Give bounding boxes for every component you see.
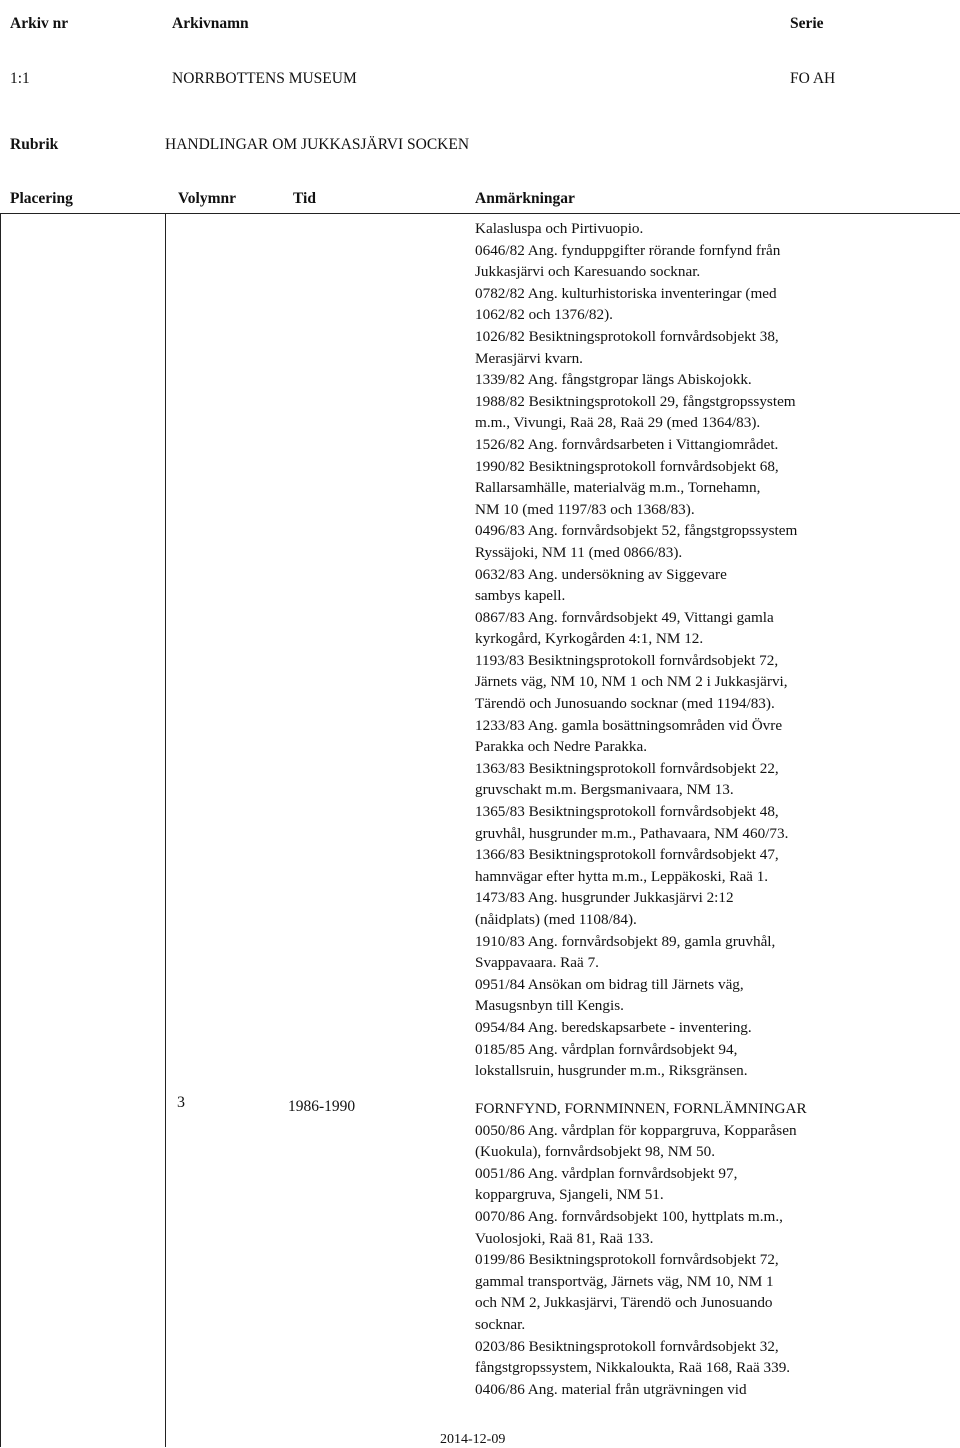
note-line: 0203/86 Besiktningsprotokoll fornvårdsobjekt 32, (475, 1337, 779, 1355)
volume-period: 1986-1990 (288, 1098, 356, 1115)
note-line: 0646/82 Ang. fynduppgifter rörande fornfynd från (475, 241, 781, 259)
placering-column-divider (165, 213, 166, 1447)
note-line: 1526/82 Ang. fornvårdsarbeten i Vittangiområdet. (475, 435, 779, 453)
note-line: Järnets väg, NM 10, NM 1 och NM 2 i Jukkasjärvi, (475, 673, 788, 691)
note-line: 1990/82 Besiktningsprotokoll fornvårdsobjekt 68, (475, 457, 779, 475)
table-header-rule (0, 213, 960, 214)
note-line: 0782/82 Ang. kulturhistoriska inventeringar (med (475, 284, 777, 302)
note-line: 1366/83 Besiktningsprotokoll fornvårdsobjekt 47, (475, 846, 779, 864)
note-line: 0050/86 Ang. vårdplan för koppargruva, Kopparåsen (475, 1121, 797, 1139)
column-placering: Placering (10, 190, 73, 207)
arkivnamn-label: Arkivnamn (172, 15, 249, 32)
note-line: 1365/83 Besiktningsprotokoll fornvårdsobjekt 48, (475, 803, 779, 821)
note-line: Vuolosjoki, Raä 81, Raä 133. (475, 1229, 654, 1247)
note-line: hamnvägar efter hytta m.m., Leppäkoski, Raä 1. (475, 867, 769, 885)
note-line: 0954/84 Ang. beredskapsarbete - inventering. (475, 1018, 752, 1036)
arkiv-nr-label: Arkiv nr (10, 15, 69, 32)
note-line: 1233/83 Ang. gamla bosättningsområden vid Övre (475, 716, 783, 734)
note-line: 0185/85 Ang. vårdplan fornvårdsobjekt 94, (475, 1040, 738, 1058)
note-line: 0632/83 Ang. undersökning av Siggevare (475, 565, 727, 583)
note-line: 0051/86 Ang. vårdplan fornvårdsobjekt 97, (475, 1164, 738, 1182)
note-line: 1473/83 Ang. husgrunder Jukkasjärvi 2:12 (475, 889, 734, 907)
note-line: 0199/86 Besiktningsprotokoll fornvårdsobjekt 72, (475, 1251, 779, 1269)
note-line: 0951/84 Ansökan om bidrag till Järnets väg, (475, 975, 744, 993)
note-line: gammal transportväg, Järnets väg, NM 10, NM 1 (475, 1272, 774, 1290)
note-line: gruvhål, husgrunder m.m., Pathavaara, NM 460/73. (475, 824, 789, 842)
note-line: 0496/83 Ang. fornvårdsobjekt 52, fångstgropssystem (475, 522, 798, 540)
note-line: (nåidplats) (med 1108/84). (475, 911, 637, 928)
column-volymnr: Volymnr (178, 190, 236, 207)
rubrik-value: HANDLINGAR OM JUKKASJÄRVI SOCKEN (165, 136, 470, 153)
arkiv-nr-value: 1:1 (10, 70, 30, 87)
volume-notes-list (475, 1098, 945, 1400)
volume-number: 3 (177, 1094, 185, 1111)
note-line: 1988/82 Besiktningsprotokoll 29, fångstgropssystem (475, 392, 796, 410)
note-line: Merasjärvi kvarn. (475, 349, 583, 367)
note-line: gruvschakt m.m. Bergsmanivaara, NM 13. (475, 781, 734, 799)
note-line: fångstgropssystem, Nikkaloukta, Raä 168, Raä 339. (475, 1359, 791, 1377)
note-line: lokstallsruin, husgrunder m.m., Riksgränsen. (475, 1062, 748, 1080)
note-line: Ryssäjoki, NM 11 (med 0866/83). (475, 543, 683, 561)
note-line: 0867/83 Ang. fornvårdsobjekt 49, Vittangi gamla (475, 608, 774, 626)
serie-label: Serie (790, 15, 824, 32)
note-line: socknar. (475, 1315, 526, 1333)
note-line: Svappavaara. Raä 7. (475, 954, 599, 972)
column-tid: Tid (293, 190, 316, 207)
note-line: 1910/83 Ang. fornvårdsobjekt 89, gamla gruvhål, (475, 932, 776, 950)
footer-date: 2014-12-09 (440, 1432, 506, 1447)
note-line: m.m., Vivungi, Raä 28, Raä 29 (med 1364/83). (475, 414, 761, 432)
notes-continued-list (475, 218, 945, 1082)
note-line: 1062/82 och 1376/82). (475, 306, 613, 324)
serie-value: FO AH (790, 70, 836, 87)
note-line: 0070/86 Ang. fornvårdsobjekt 100, hyttplats m.m., (475, 1207, 783, 1225)
note-line: 1026/82 Besiktningsprotokoll fornvårdsobjekt 38, (475, 327, 779, 345)
note-line: Parakka och Nedre Parakka. (475, 738, 648, 756)
note-line: kyrkogård, Kyrkogården 4:1, NM 12. (475, 630, 704, 648)
note-line: 1193/83 Besiktningsprotokoll fornvårdsobjekt 72, (475, 651, 779, 669)
note-line: 1363/83 Besiktningsprotokoll fornvårdsobjekt 22, (475, 759, 779, 777)
note-line: NM 10 (med 1197/83 och 1368/83). (475, 500, 695, 518)
note-line: FORNFYND, FORNMINNEN, FORNLÄMNINGAR (475, 1100, 807, 1117)
note-line: Jukkasjärvi och Karesuando socknar. (475, 263, 701, 281)
note-line: koppargruva, Sjangeli, NM 51. (475, 1186, 664, 1204)
note-line: sambys kapell. (475, 587, 566, 605)
note-line: Tärendö och Junosuando socknar (med 1194/83). (475, 695, 775, 713)
arkivnamn-value: NORRBOTTENS MUSEUM (172, 70, 357, 87)
rubrik-label: Rubrik (10, 136, 59, 153)
note-line: (Kuokula), fornvårdsobjekt 98, NM 50. (475, 1143, 716, 1161)
table-left-border (0, 213, 1, 1447)
note-line: och NM 2, Jukkasjärvi, Tärendö och Junosuando (475, 1294, 773, 1312)
note-line: Rallarsamhälle, materialväg m.m., Tornehamn, (475, 479, 761, 497)
note-line: Kalasluspa och Pirtivuopio. (475, 220, 644, 237)
note-line: Masugsnbyn till Kengis. (475, 997, 624, 1015)
note-line: 0406/86 Ang. material från utgrävningen vid (475, 1380, 747, 1398)
note-line: 1339/82 Ang. fångstgropar längs Abiskojokk. (475, 371, 752, 389)
column-anmarkningar: Anmärkningar (475, 190, 575, 207)
